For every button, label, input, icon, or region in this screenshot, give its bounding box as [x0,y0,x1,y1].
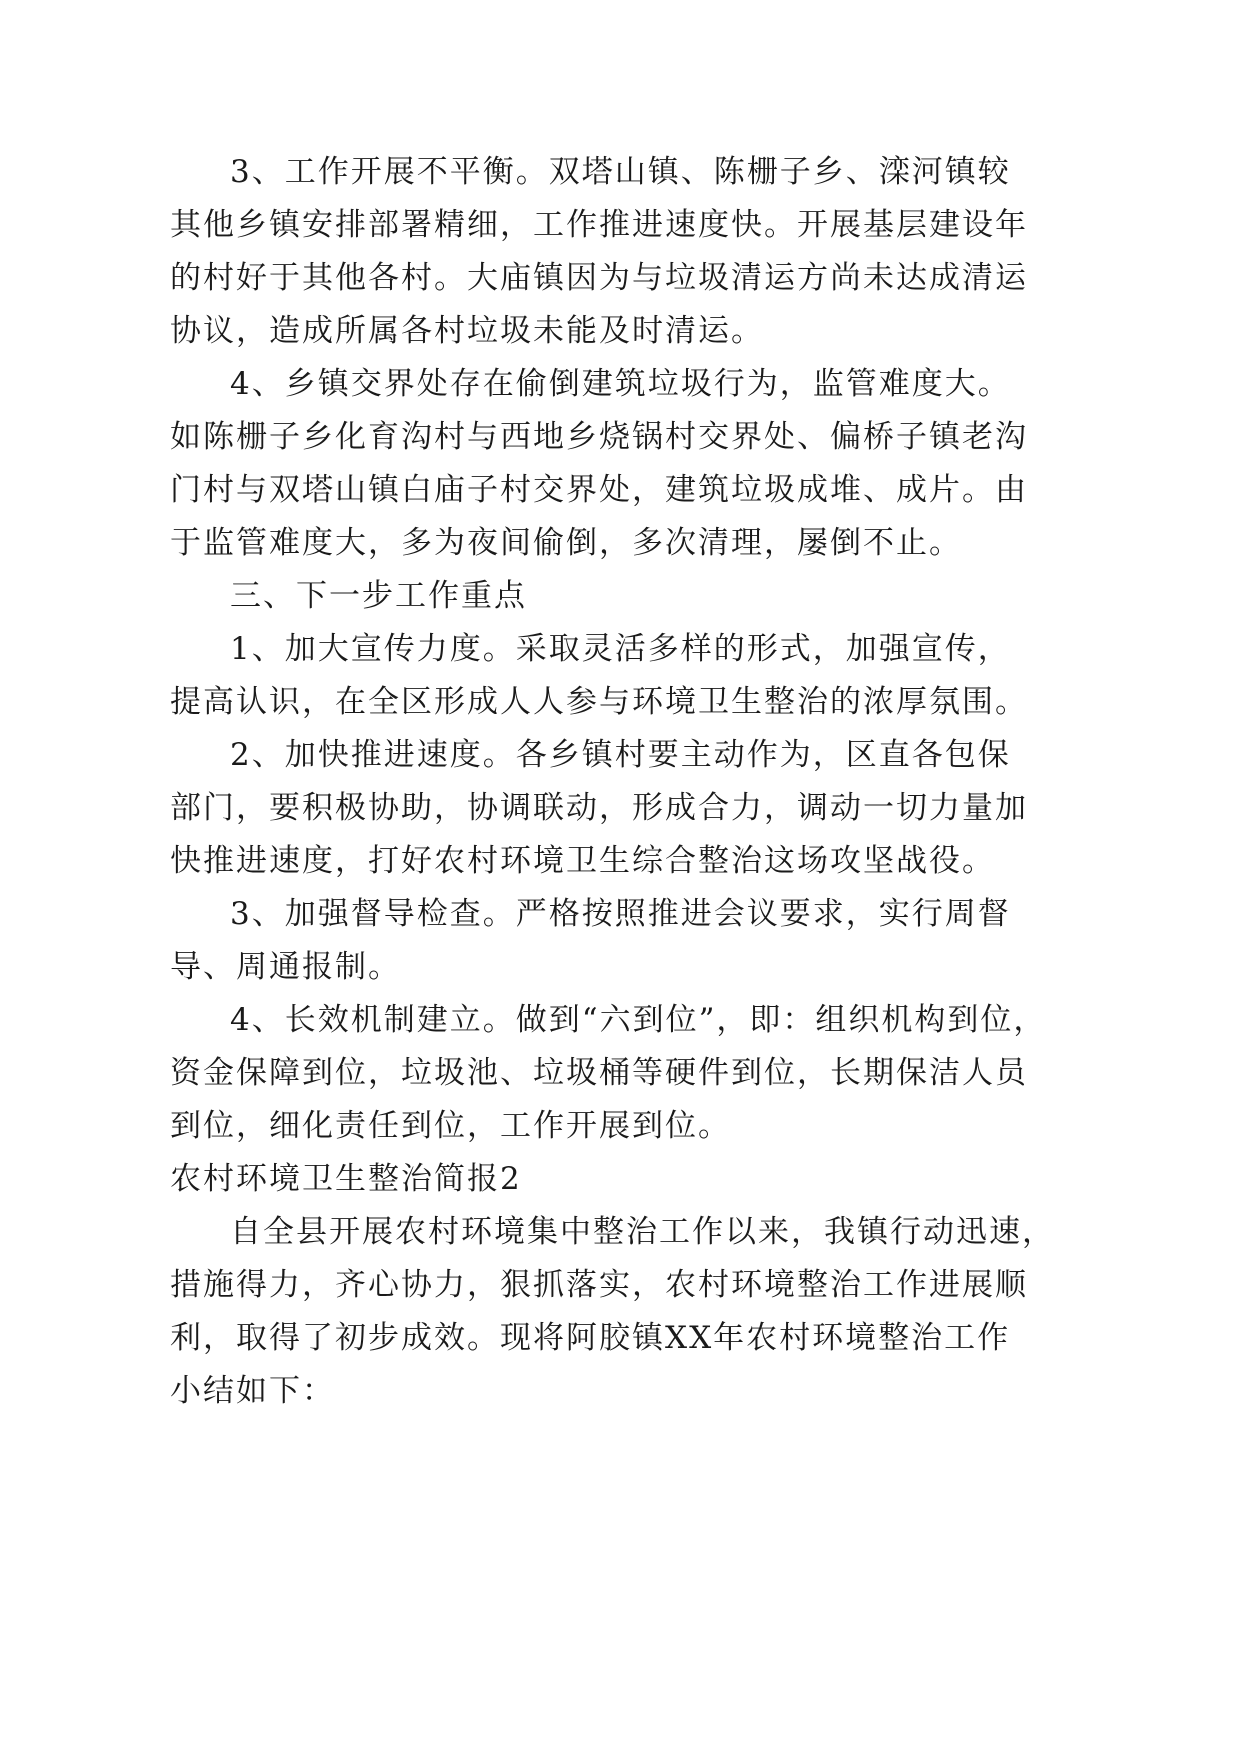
text-line: 快推进速度，打好农村环境卫生综合整治这场攻坚战役。 [170,843,995,879]
text-line: 如陈栅子乡化育沟村与西地乡烧锅村交界处、偏桥子镇老沟 [170,419,1028,455]
text-line: 1、加大宣传力度。采取灵活多样的形式，加强宣传， [230,631,1011,667]
text-line: 措施得力，齐心协力，狠抓落实，农村环境整治工作进展顺 [170,1267,1028,1303]
text-line: 2、加快推进速度。各乡镇村要主动作为，区直各包保 [230,737,1011,773]
text-line: 利，取得了初步成效。现将阿胶镇XX年农村环境整治工作 [170,1320,1011,1356]
text-line: 于监管难度大，多为夜间偷倒，多次清理，屡倒不止。 [170,525,962,561]
text-line: 其他乡镇安排部署精细，工作推进速度快。开展基层建设年 [170,207,1028,243]
text-line: 到位，细化责任到位，工作开展到位。 [170,1108,731,1144]
section-heading: 三、下一步工作重点 [230,578,527,614]
text-line: 4、乡镇交界处存在偷倒建筑垃圾行为，监管难度大。 [230,366,1011,402]
text-line: 小结如下： [170,1373,335,1409]
text-line: 部门，要积极协助，协调联动，形成合力，调动一切力量加 [170,790,1028,826]
text-line: 提高认识，在全区形成人人参与环境卫生整治的浓厚氛围。 [170,684,1028,720]
text-line: 协议，造成所属各村垃圾未能及时清运。 [170,313,764,349]
text-line: 的村好于其他各村。大庙镇因为与垃圾清运方尚未达成清运 [170,260,1028,296]
text-line: 导、周通报制。 [170,949,401,985]
text-line: 4、长效机制建立。做到“六到位”，即：组织机构到位， [230,1002,1047,1038]
text-line: 自全县开展农村环境集中整治工作以来，我镇行动迅速， [230,1214,1055,1250]
text-line: 3、加强督导检查。严格按照推进会议要求，实行周督 [230,896,1011,932]
document-title: 农村环境卫生整治简报2 [170,1161,522,1197]
text-line: 门村与双塔山镇白庙子村交界处，建筑垃圾成堆、成片。由 [170,472,1028,508]
text-line: 资金保障到位，垃圾池、垃圾桶等硬件到位，长期保洁人员 [170,1055,1028,1091]
text-line: 3、工作开展不平衡。双塔山镇、陈栅子乡、滦河镇较 [230,154,1011,190]
